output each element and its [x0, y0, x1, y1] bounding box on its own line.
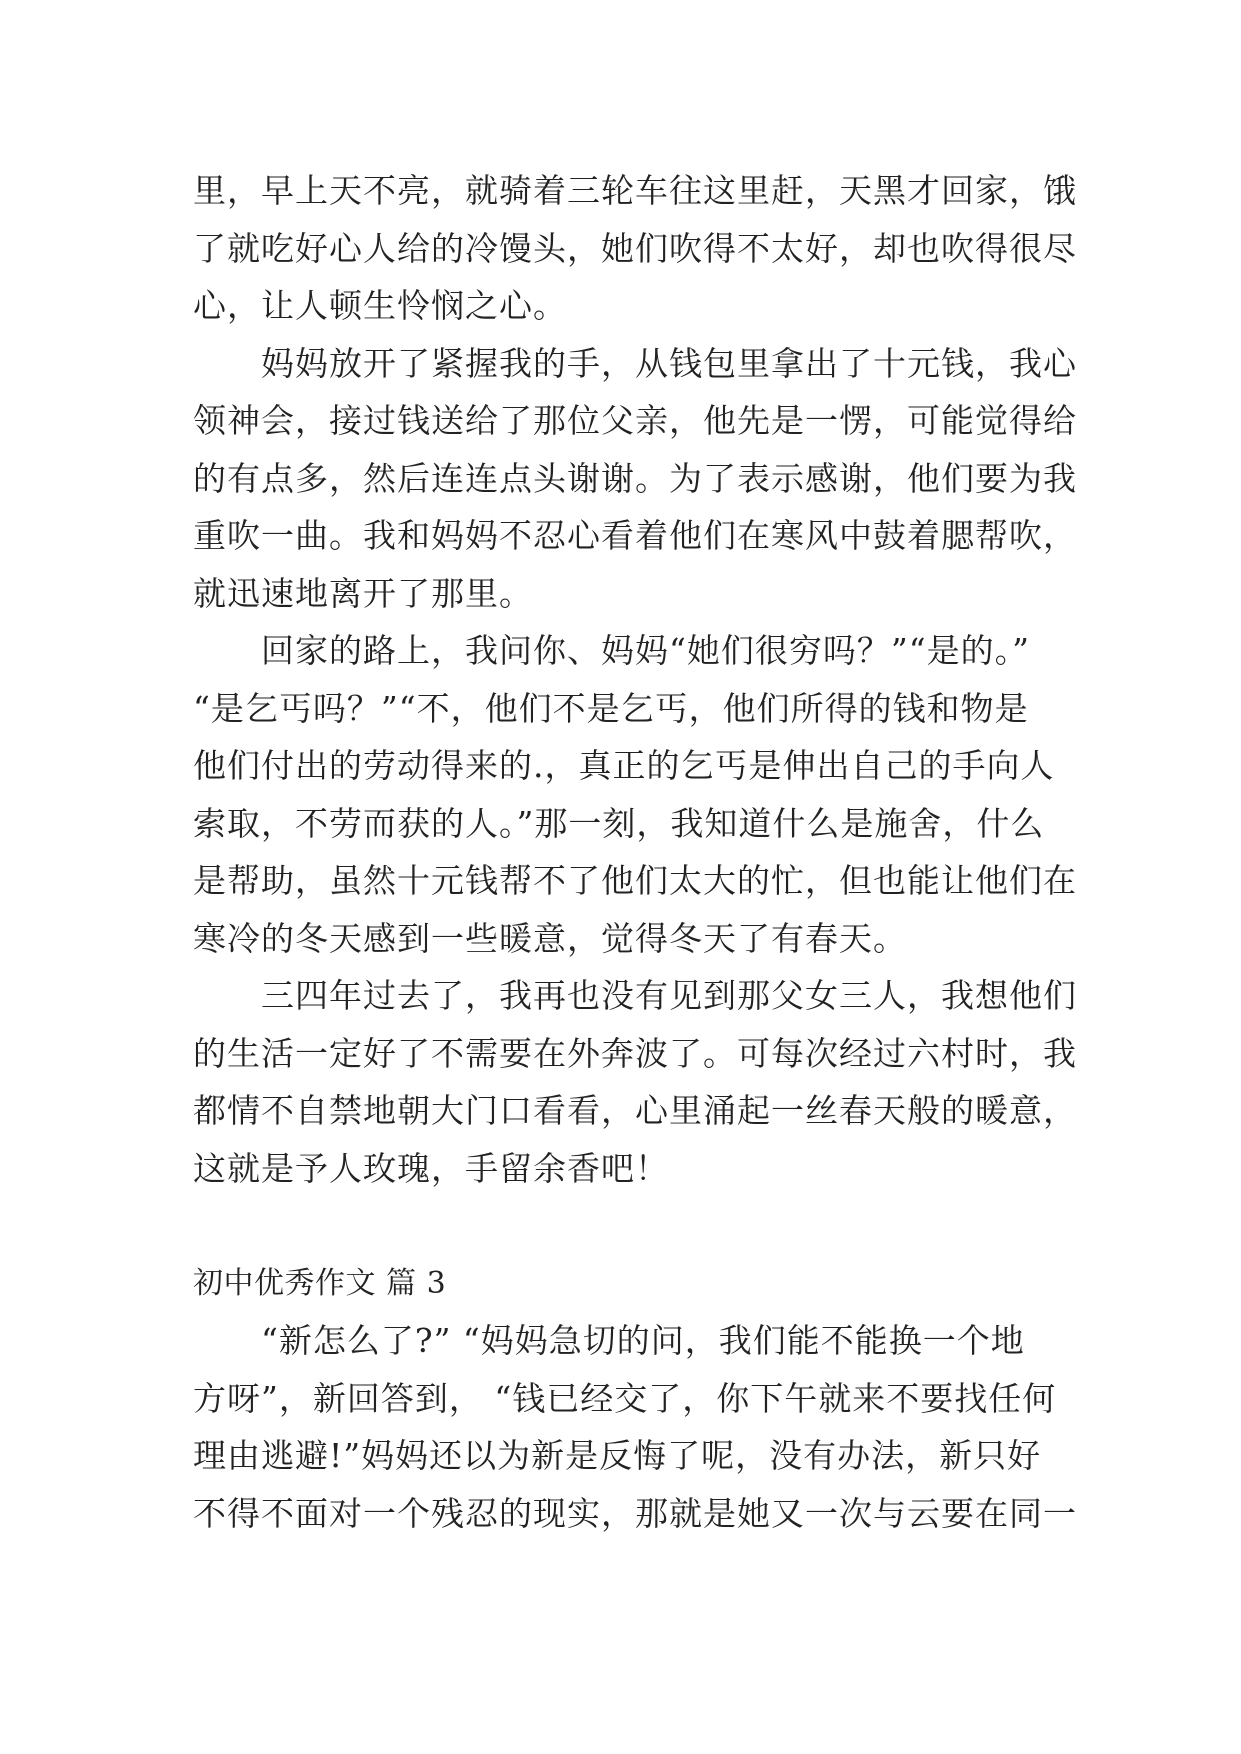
text-line: “是乞丐吗？”“不，他们不是乞丐，他们所得的钱和物是 — [193, 688, 1029, 728]
paragraph — [193, 162, 1077, 335]
text-line: 就迅速地离开了那里。 — [193, 573, 533, 613]
text-line: 妈妈放开了紧握我的手，从钱包里拿出了十元钱，我心 — [193, 343, 1077, 383]
text-line: “新怎么了?” “妈妈急切的问，我们能不能换一个地 — [193, 1321, 1025, 1360]
text-line: 心，让人顿生怜悯之心。 — [193, 286, 567, 325]
paragraph — [193, 335, 1077, 623]
text-line: 这就是予人玫瑰，手留余香吧！ — [193, 1148, 669, 1188]
text-line: 了就吃好心人给的冷馒头，她们吹得不太好，却也吹得很尽 — [193, 228, 1077, 268]
text-line: 索取，不劳而获的人。”那一刻，我知道什么是施舍，什么 — [193, 803, 1045, 843]
paragraph — [193, 1312, 1077, 1542]
text-line: 三四年过去了，我再也没有见到那父女三人，我想他们 — [193, 976, 1077, 1015]
document-body — [193, 162, 1077, 1542]
text-line: 里，早上天不亮，就骑着三轮车往这里赶，天黑才回家，饿 — [193, 171, 1077, 210]
text-line: 不得不面对一个残忍的现实，那就是她又一次与云要在同一 — [193, 1493, 1077, 1533]
text-line: 是帮助，虽然十元钱帮不了他们太大的忙，但也能让他们在 — [193, 861, 1077, 900]
text-line: 重吹一曲。我和妈妈不忍心看着他们在寒风中鼓着腮帮吹， — [193, 516, 1077, 555]
text-line: 领神会，接过钱送给了那位父亲，他先是一愣，可能觉得给 — [193, 401, 1077, 440]
text-line: 他们付出的劳动得来的.，真正的乞丐是伸出自己的手向人 — [193, 746, 1055, 785]
text-line: 方呀”，新回答到， “钱已经交了，你下午就来不要找任何 — [193, 1378, 1057, 1418]
text-line: 的有点多，然后连连点头谢谢。为了表示感谢，他们要为我 — [193, 458, 1077, 498]
text-line: 理由逃避!”妈妈还以为新是反悔了呢，没有办法，新只好 — [193, 1436, 1042, 1475]
text-line: 回家的路上，我问你、妈妈“她们很穷吗？”“是的。” — [193, 631, 1030, 670]
paragraph — [193, 967, 1077, 1197]
text-line: 都情不自禁地朝大门口看看，心里涌起一丝春天般的暖意， — [193, 1091, 1077, 1130]
text-line: 的生活一定好了不需要在外奔波了。可每次经过六村时，我 — [193, 1033, 1077, 1073]
section-heading: 初中优秀作文 篇 3 — [193, 1265, 447, 1301]
paragraph — [193, 622, 1077, 967]
text-line: 寒冷的冬天感到一些暖意，觉得冬天了有春天。 — [193, 918, 907, 958]
